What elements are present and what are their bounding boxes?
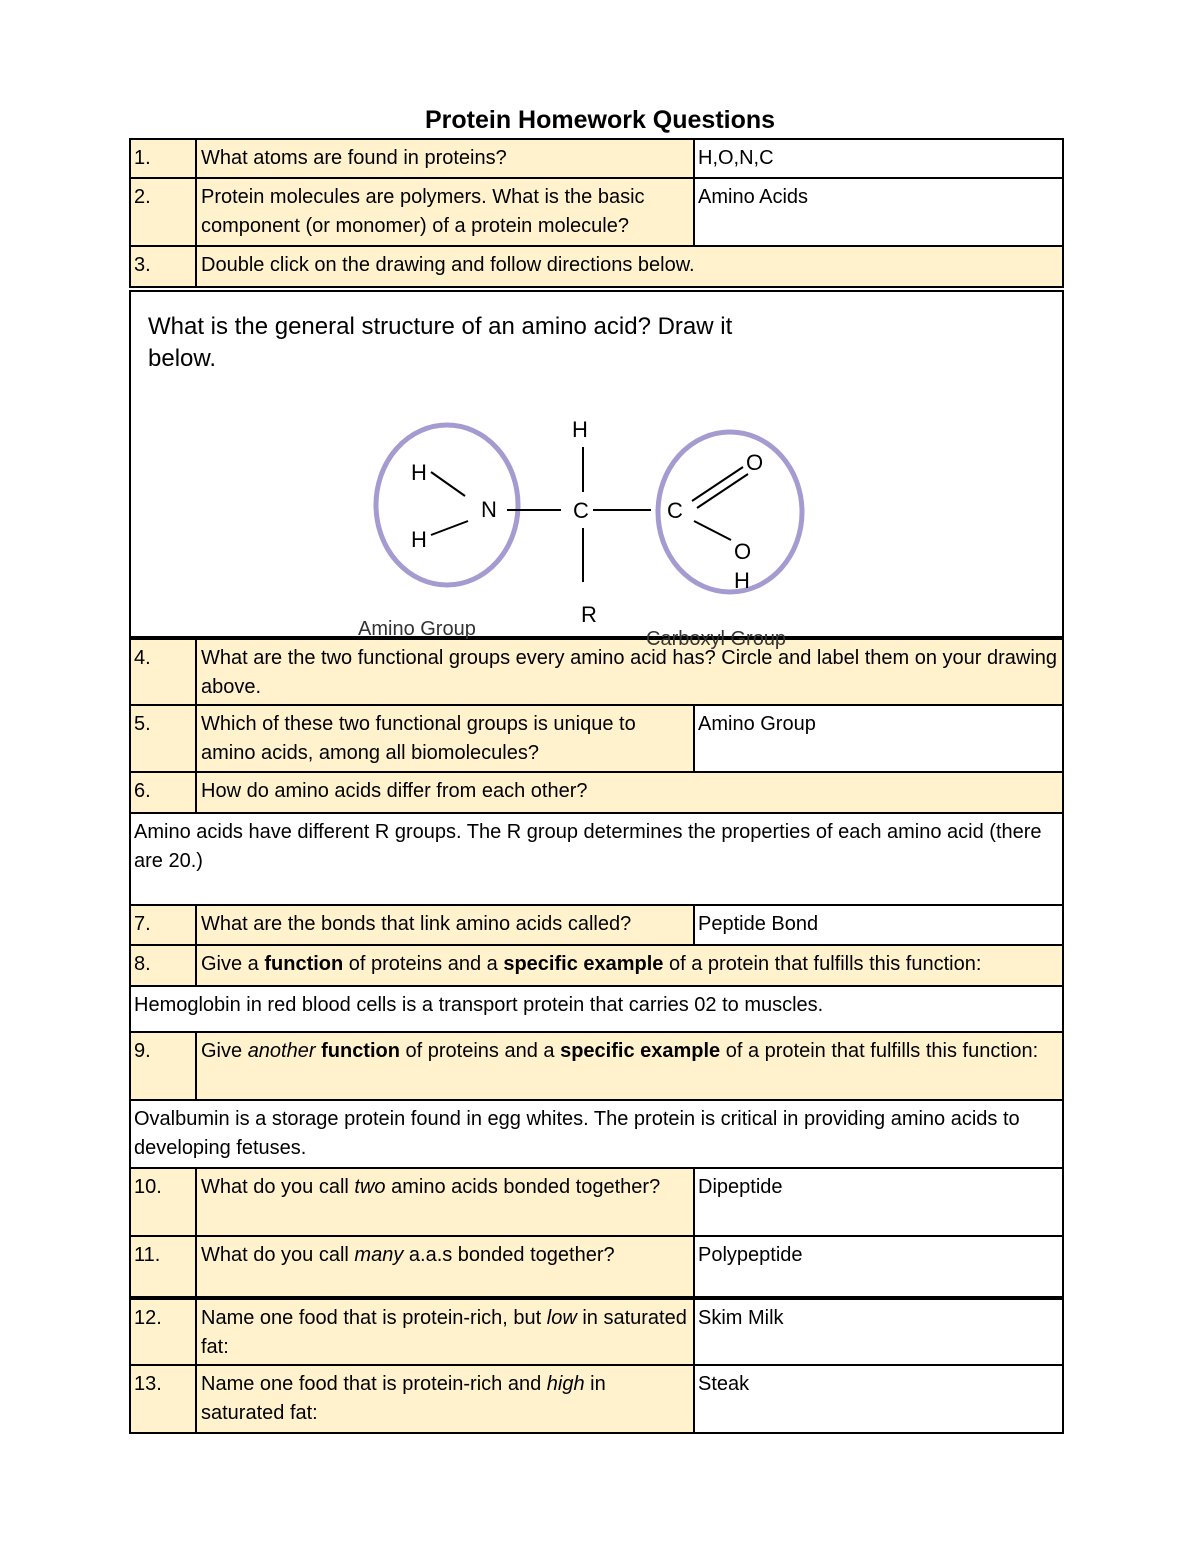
question-number: 6. (131, 773, 197, 812)
question-number: 13. (131, 1366, 197, 1432)
answer-cell[interactable]: H,O,N,C (695, 140, 1062, 177)
answer-cell[interactable]: Polypeptide (695, 1237, 1062, 1296)
atom-n: N (481, 497, 497, 522)
bond-lines (431, 447, 748, 582)
homework-table (129, 138, 1064, 1434)
question-row-12 (129, 1298, 1064, 1366)
answer-cell[interactable]: Steak (695, 1366, 1062, 1432)
answer-row-6 (129, 814, 1064, 906)
question-row-11 (129, 1237, 1064, 1298)
question-text: How do amino acids differ from each other? (197, 773, 1062, 812)
answer-cell[interactable]: Hemoglobin in red blood cells is a transport protein that carries 02 to muscles. (131, 987, 1062, 1031)
question-number: 9. (131, 1033, 197, 1099)
question-number: 3. (131, 247, 197, 286)
question-text: What are the two functional groups every amino acid has? Circle and label them on your drawing above. (197, 640, 1062, 704)
atom-o-top: O (746, 450, 764, 475)
question-row-7 (129, 906, 1064, 946)
atom-o-bottom: O (734, 539, 752, 564)
answer-row-9 (129, 1101, 1064, 1169)
question-row-2 (129, 179, 1064, 247)
atom-c-center: C (573, 498, 589, 523)
answer-row-8 (129, 987, 1064, 1033)
question-number: 11. (131, 1237, 197, 1296)
atom-r: R (581, 602, 597, 627)
question-row-3 (129, 247, 1064, 288)
question-row-5 (129, 706, 1064, 773)
atom-h-left-top: H (411, 460, 427, 485)
question-text: What do you call many a.a.s bonded together? (197, 1237, 695, 1296)
question-number: 12. (131, 1300, 197, 1364)
answer-cell[interactable]: Amino Group (695, 706, 1062, 771)
page-title: Protein Homework Questions (424, 106, 776, 134)
question-text: What atoms are found in proteins? (197, 140, 695, 177)
question-number: 4. (131, 640, 197, 704)
atom-h-top: H (572, 417, 588, 442)
amino-acid-structure[interactable] (131, 292, 1062, 650)
drawing-prompt-line1: What is the general structure of an amino acid? Draw it (148, 313, 733, 340)
answer-cell[interactable]: Peptide Bond (695, 906, 1062, 944)
question-number: 1. (131, 140, 197, 177)
answer-cell[interactable]: Skim Milk (695, 1300, 1062, 1364)
answer-cell[interactable]: Dipeptide (695, 1169, 1062, 1235)
carboxyl-group-label: Carboxyl Group (646, 628, 787, 650)
question-number: 5. (131, 706, 197, 771)
question-text: What do you call two amino acids bonded together? (197, 1169, 695, 1235)
drawing-prompt-line2: below. (148, 345, 217, 372)
question-row-6 (129, 773, 1064, 814)
question-text: Which of these two functional groups is unique to amino acids, among all biomolecules? (197, 706, 695, 771)
question-row-4 (129, 638, 1064, 706)
answer-cell[interactable]: Amino Acids (695, 179, 1062, 245)
question-text: Protein molecules are polymers. What is the basic component (or monomer) of a protein molecule? (197, 179, 695, 245)
question-text: Name one food that is protein-rich and high in saturated fat: (197, 1366, 695, 1432)
question-number: 7. (131, 906, 197, 944)
question-row-10 (129, 1169, 1064, 1237)
question-row-8 (129, 946, 1064, 987)
question-number: 2. (131, 179, 197, 245)
atom-c-carboxyl: C (667, 498, 683, 523)
amino-group-label: Amino Group (358, 618, 476, 640)
question-row-1 (129, 138, 1064, 179)
question-text: What are the bonds that link amino acids called? (197, 906, 695, 944)
amino-acid-drawing[interactable] (129, 290, 1064, 650)
answer-cell[interactable]: Ovalbumin is a storage protein found in egg whites. The protein is critical in providing amino acids to developing fetuses. (131, 1101, 1062, 1167)
question-text: Give a function of proteins and a specific example of a protein that fulfills this function: (197, 946, 1062, 985)
question-text: Give another function of proteins and a specific example of a protein that fulfills this function: (197, 1033, 1062, 1099)
question-row-13 (129, 1366, 1064, 1434)
atom-h-oh: H (734, 568, 750, 593)
question-text: Double click on the drawing and follow directions below. (197, 247, 1062, 286)
question-text: Name one food that is protein-rich, but low in saturated fat: (197, 1300, 695, 1364)
answer-cell[interactable]: Amino acids have different R groups. The R group determines the properties of each amino acid (there are 20.) (131, 814, 1062, 904)
question-number: 8. (131, 946, 197, 985)
question-row-9 (129, 1033, 1064, 1101)
question-number: 10. (131, 1169, 197, 1235)
atom-h-left-bottom: H (411, 527, 427, 552)
